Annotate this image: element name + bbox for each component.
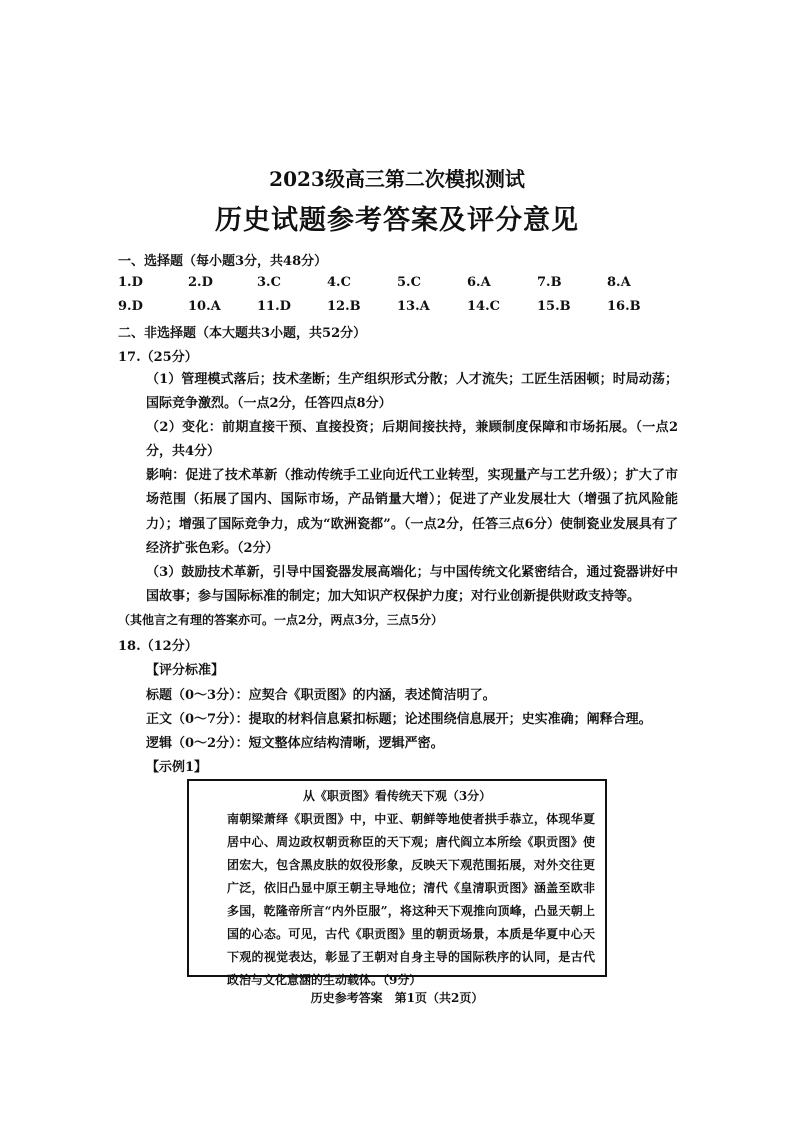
answer-5: 5.C (397, 275, 421, 290)
answer-10: 10.A (188, 299, 221, 314)
criteria-label: 【评分标准】 (146, 663, 225, 678)
answer-11: 11.D (257, 299, 291, 314)
example-essay-title: 从《职贡图》看传统天下观（3分） (302, 789, 492, 803)
q17-part2 (118, 416, 678, 465)
exam-title: 2023级高三第二次模拟测试 (269, 167, 525, 191)
criterion-logic: 逻辑（0～2分）：短文整体应结构清晰，逻辑严密。 (146, 736, 444, 751)
section1-heading: 一、选择题（每小题3分，共48分） (118, 254, 328, 269)
q17-part3 (118, 561, 678, 610)
answer-3: 3.C (257, 275, 281, 290)
example-label: 【示例1】 (146, 760, 208, 775)
answer-6: 6.A (467, 275, 491, 290)
criterion-title: 标题（0～3分）：应契合《职贡图》的内涵，表述简洁明了。 (146, 688, 496, 703)
q17-impact-text: 影响：促进了技术革新（推动传统手工业向近代工业转型，实现量产与工艺升级）；扩大了市场范围（拓展了国内、国际市场，产品销量大增）；促进了产业发展壮大（增强了抗风险能力）；增强了国际竞争力，成为“欧洲瓷都”。（一点2分，任答三点6分）使制瓷业发展具有了经济扩张色彩。（2分） (146, 468, 678, 556)
answer-16: 16.B (607, 299, 641, 314)
answer-14: 14.C (467, 299, 500, 314)
example-essay-body (203, 808, 595, 992)
answer-15: 15.B (537, 299, 571, 314)
answer-13: 13.A (397, 299, 430, 314)
answer-4: 4.C (327, 275, 351, 290)
answer-7: 7.B (537, 275, 562, 290)
example-essay-box (187, 779, 607, 987)
q17-part3-text: （3）鼓励技术革新，引导中国瓷器发展高端化；与中国传统文化紧密结合，通过瓷器讲好中国故事；参与国际标准的制定；加大知识产权保护力度；对行业创新提供财政支持等。 (146, 565, 678, 605)
example-essay-text: 南朝梁萧绎《职贡图》中，中亚、朝鲜等地使者拱手恭立，体现华夏居中心、周边政权朝贡称臣的天下观；唐代阎立本所绘《职贡图》使团宏大，包含黑皮肤的奴役形象，反映天下观范围拓展，对外交往更广泛，依旧凸显中原王朝主导地位；清代《皇清职贡图》涵盖至欧非多国，乾隆帝所言“内外臣服”，将这种天下观推向顶峰，凸显天朝上国的心态。可见，古代《职贡图》里的朝贡场景，本质是华夏中心天下观的视觉表达，彰显了王朝对自身主导的国际秩序的认同，是古代政治与文化意涵的生动载体。（9分） (227, 812, 595, 987)
q18-header: 18.（12分） (118, 639, 198, 654)
q17-header: 17.（25分） (118, 350, 198, 365)
q17-part3-note: （其他言之有理的答案亦可。一点2分，两点3分，三点5分） (118, 613, 444, 627)
q17-part1-text: （1）管理模式落后；技术垄断；生产组织形式分散；人才流失；工匠生活困顿；时局动荡；国际竞争激烈。（一点2分，任答四点8分） (146, 372, 678, 412)
answer-12: 12.B (327, 299, 361, 314)
q17-part2-text: （2）变化：前期直接干预、直接投资；后期间接扶持，兼顾制度保障和市场拓展。（一点2分，共4分） (146, 420, 678, 460)
q17-impact (118, 464, 678, 561)
answer-8: 8.A (607, 275, 631, 290)
answer-9: 9.D (118, 299, 143, 314)
section2-heading: 二、非选择题（本大题共3小题，共52分） (118, 326, 367, 341)
answer-1: 1.D (118, 275, 143, 290)
criterion-body: 正文（0～7分）：提取的材料信息紧扣标题；论述围绕信息展开；史实准确；阐释合理。 (146, 712, 652, 727)
answer-2: 2.D (188, 275, 213, 290)
document-title: 历史试题参考答案及评分意见 (215, 205, 579, 236)
page-footer: 历史参考答案 第1页（共2页） (310, 991, 484, 1005)
q17-part1 (118, 368, 678, 417)
